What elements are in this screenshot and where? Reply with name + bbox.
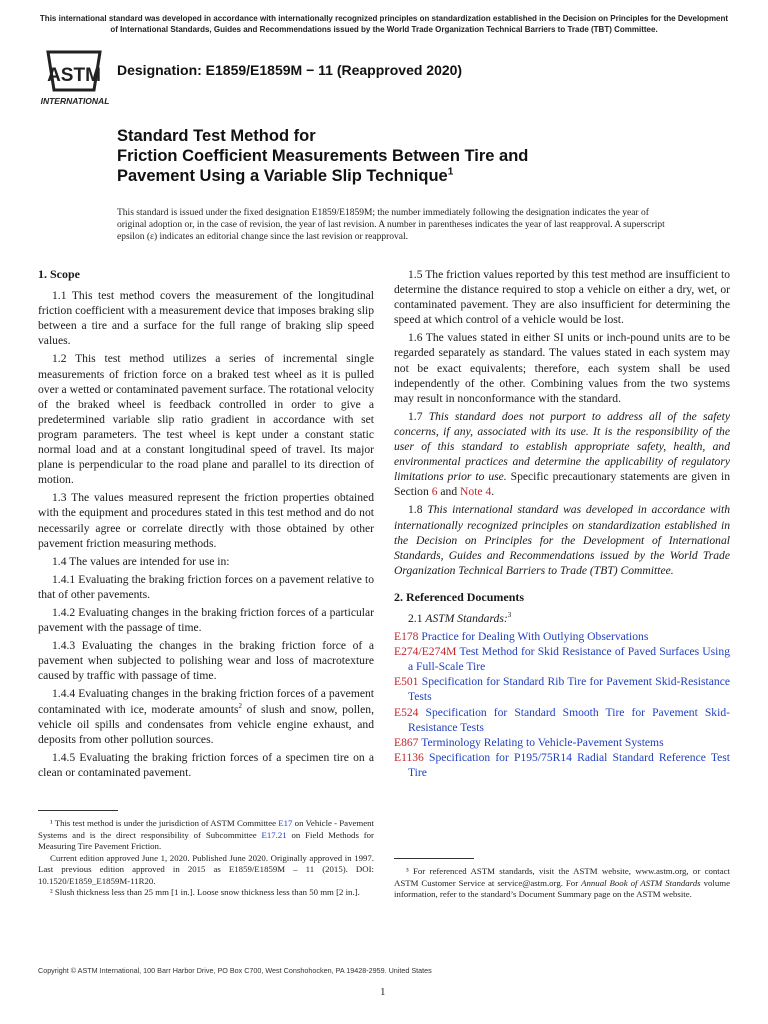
title-footnote-ref[interactable]: 1 — [447, 166, 454, 178]
left-column — [38, 267, 374, 783]
ref-e1136[interactable]: E1136 Specification for P195/75R14 Radial Standard Reference Test Tire — [394, 750, 730, 779]
para-1-8: 1.8 This international standard was developed in accordance with internationally recognized principles on standardization established in the Decision on Principles for the Development of International Standards, Guides and Recommendations issued by the World Trade Organization Technical Barriers to Trade (TBT) Committee. — [394, 503, 730, 577]
page-number: 1 — [380, 986, 386, 998]
footnotes-right — [394, 866, 730, 901]
copyright: Copyright © ASTM International, 100 Barr Harbor Drive, PO Box C700, West Conshohocken, PA 19428-2959. United States — [38, 966, 432, 975]
footnote-ref-3[interactable]: 3 — [507, 611, 512, 620]
para-2-1: 2.1 ASTM Standards:$^3$ — [408, 611, 512, 625]
footnotes-left — [38, 818, 374, 899]
document-title — [117, 126, 617, 186]
astm-logo-sub: INTERNATIONAL — [40, 96, 110, 106]
title-line-2: Friction Coefficient Measurements Between Tire and — [117, 147, 529, 165]
footnote-rule-left — [38, 810, 118, 811]
para-1-5: 1.5 The friction values reported by this test method are insufficient to determine the distance required to stop a vehicle on either a dry, wet, or contaminated pavement. They are also insufficient for determining the speed at which control of a vehicle would be lost. — [394, 268, 730, 327]
tbt-notice: This international standard was developed in accordance with internationally recognized principles on standardization established in the Decision on Principles for the Development of International Standards, Guides and Recommendations issued by the World Trade Organization Technical Barriers to Trade (TBT) Committee. — [39, 14, 729, 34]
ref-e524[interactable]: E524 Specification for Standard Smooth Tire for Pavement Skid-Resistance Tests — [394, 705, 730, 734]
para-1-7: 1.7 This standard does not purport to address all of the safety concerns, if any, associated with its use. It is the responsibility of the user of this standard to establish appropriate safety, health, and environmental practices and determine the applicability of regulatory limitations prior to use. Specific precautionary statements are given in Section 6 and Note 4. — [394, 409, 730, 499]
link-e17-21[interactable]: E17.21 — [261, 829, 287, 840]
ref-e274[interactable]: E274/E274M Test Method for Skid Resistance of Paved Surfaces Using a Full-Scale Tire — [394, 645, 730, 674]
scope-heading: 1. Scope — [38, 267, 80, 281]
designation: Designation: E1859/E1859M − 11 (Reapproved 2020) — [117, 62, 463, 78]
para-1-2: 1.2 This test method utilizes a series of incremental single measurements of friction force on a braked test wheel as it is pulled over a wetted or contaminated pavement surface. The rotational velocity of the braked wheel is feedback controlled in order to give a predetermined variable slip ratio gradient in accordance with set program parameters. The test wheel is kept under a constant static normal load and at a constant longitudinal speed of travel. Its major plane is perpendicular to the road plane and parallel to its direction of motion. — [38, 352, 374, 487]
para-1-4-2: 1.4.2 Evaluating changes in the braking friction forces of a particular pavement with the passage of time. — [38, 605, 374, 635]
footnote-rule-right — [394, 858, 474, 859]
footnote-2: ² Slush thickness less than 25 mm [1 in.]. Loose snow thickness less than 50 mm [2 in.]. — [50, 887, 360, 897]
referenced-documents-heading: 2. Referenced Documents — [394, 589, 525, 604]
footnote-3: ³ For referenced ASTM standards, visit the ASTM website, www.astm.org, or contact ASTM Customer Service at service@astm.org. For Annual Book of ASTM Standards volume information, refer to the standard’s Document Summary page on the ASTM website. — [394, 866, 730, 899]
ref-e178[interactable]: E178 Practice for Dealing With Outlying Observations — [394, 630, 649, 644]
para-1-4-5: 1.4.5 Evaluating the braking friction forces of a specimen tire on a clean or contaminated pavement. — [38, 750, 374, 779]
title-line-1: Standard Test Method for — [117, 127, 316, 145]
link-e17[interactable]: E17 — [278, 818, 293, 828]
para-1-1: 1.1 This test method covers the measurement of the longitudinal friction coefficient with a measurement device that imposes braking slip between a tire and a surface for the full range of braking slip speed values. — [38, 289, 374, 348]
astm-logo — [38, 48, 112, 108]
link-section-6[interactable]: 6 — [431, 485, 438, 499]
para-1-4-4: 1.4.4 Evaluating changes in the braking friction forces of a pavement contaminated with ice, moderate amounts$^2$ of slush and snow, pollen, vehicle oil spills and condensates from vehicle engine exhaust, and deposits from other pollution sources. — [38, 687, 374, 746]
para-1-3: 1.3 The values measured represent the friction properties obtained with the equipment and procedures stated in this test method and do not necessarily agree or correlate directly with those obtained by other pavement friction measuring methods. — [38, 491, 374, 550]
astm-logo-letters: ASTM — [47, 65, 101, 86]
para-1-4-1: 1.4.1 Evaluating the braking friction forces on a pavement relative to that of other pavements. — [38, 572, 374, 601]
right-column — [394, 267, 730, 780]
ref-e501[interactable]: E501 Specification for Standard Rib Tire for Pavement Skid-Resistance Tests — [394, 675, 730, 704]
para-1-6: 1.6 The values stated in either SI units or inch-pound units are to be regarded separately as standard. The values stated in each system may not be exact equivalents; therefore, each system shall be used independently of the other. Combining values from the two systems may result in nonconformance with the standard. — [394, 331, 730, 405]
para-1-4: 1.4 The values are intended for use in: — [52, 554, 230, 568]
title-line-3: Pavement Using a Variable Slip Technique$^1$ — [117, 166, 454, 185]
footnote-1: ¹ This test method is under the jurisdiction of ASTM Committee E17 on Vehicle - Pavement Systems and is the direct responsibility of Subcommittee E17.21 on Field Methods for Measuring Tire Pavement Friction. — [38, 818, 374, 851]
footnote-ref-2[interactable]: 2 — [238, 701, 242, 710]
link-note-4[interactable]: Note 4 — [460, 485, 492, 499]
para-1-4-3: 1.4.3 Evaluating the changes in the braking friction force of a pavement when subjected to polishing wear and loss of macrotexture caused by traffic with passage of time. — [38, 639, 374, 683]
footnote-1-edition: Current edition approved June 1, 2020. Published June 2020. Originally approved in 1997. Last previous edition approved in 2015 as E1859/E1859M – 11 (2015). DOI: 10.1520/E1859_E1859M-11R20. — [38, 852, 374, 886]
ref-e867[interactable]: E867 Terminology Relating to Vehicle-Pavement Systems — [394, 735, 664, 749]
issued-note: This standard is issued under the fixed designation E1859/E1859M; the number immediately following the designation indicates the year of original adoption or, in the case of revision, the year of last revision. A number in parentheses indicates the year of last reapproval. A superscript epsilon (ε) indicates an editorial change since the last revision or reapproval. — [117, 208, 665, 242]
